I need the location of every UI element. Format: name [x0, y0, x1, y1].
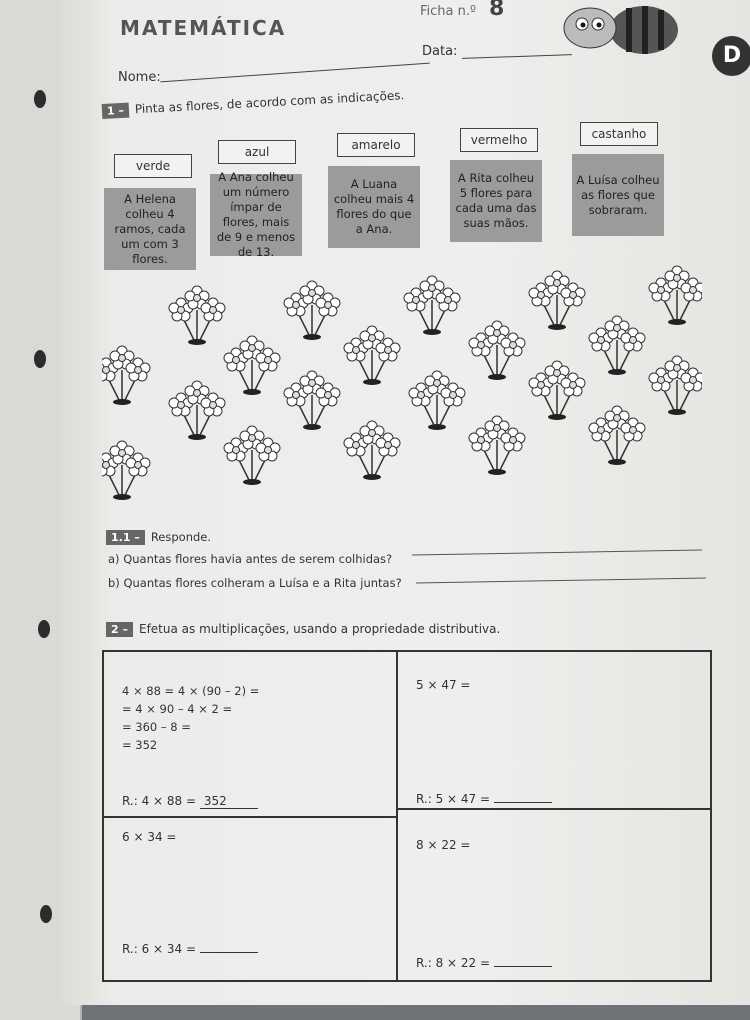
ficha-number: 8 — [489, 0, 505, 21]
exercise-2-heading — [106, 622, 500, 637]
name-label: Nome: — [118, 70, 161, 85]
result-value: 352 — [200, 794, 258, 809]
grid-cell-6x34 — [103, 817, 397, 981]
grid-cell-8x22 — [397, 809, 711, 981]
problem-title: 5 × 47 = — [416, 678, 471, 692]
info-box-luisa: A Luísa colheu as flores que sobraram. — [572, 154, 664, 236]
exercise-1-1-heading — [106, 530, 211, 545]
info-box-luana: A Luana colheu mais 4 flores do que a Ana. — [328, 166, 420, 248]
multiplication-grid — [102, 650, 712, 982]
exercise-badge: 2 – — [106, 622, 133, 637]
result-line — [416, 956, 552, 970]
color-label-amarelo: amarelo — [337, 133, 415, 157]
question-b: b) Quantas flores colheram a Luísa e a Rita juntas? — [108, 576, 402, 590]
date-field[interactable] — [462, 54, 572, 59]
worked-example: 4 × 88 = 4 × (90 – 2) = = 4 × 90 – 4 × 2 = = 360 – 8 = = 352 — [122, 684, 260, 752]
result-line — [122, 794, 258, 809]
result-label: R.: 8 × 22 = — [416, 956, 491, 970]
exercise-badge: 1.1 – — [106, 530, 145, 545]
binder-hole — [34, 90, 46, 108]
subject-title: MATEMÁTICA — [120, 16, 287, 40]
info-box-helena: A Helena colheu 4 ramos, cada um com 3 flores. — [104, 188, 196, 270]
binder-hole — [34, 350, 46, 368]
exercise-2-instruction: Efetua as multiplicações, usando a propriedade distributiva. — [138, 622, 501, 636]
result-line — [122, 942, 258, 956]
question-a: a) Quantas flores havia antes de serem colhidas? — [108, 552, 393, 566]
grid-cell-5x47 — [397, 651, 711, 809]
color-label-vermelho: vermelho — [460, 128, 538, 152]
binder-hole — [40, 905, 52, 923]
exercise-badge: 1 – — [102, 103, 130, 119]
grid-cell-4x88 — [103, 651, 397, 817]
exercise-1-1-title: Responde. — [150, 530, 212, 544]
answer-a-field[interactable] — [412, 549, 702, 555]
result-field[interactable] — [494, 802, 552, 803]
exercise-1-instruction: Pinta as flores, de acordo com as indicações. — [134, 88, 405, 117]
date-label: Data: — [422, 44, 458, 59]
binder-hole — [38, 620, 50, 638]
info-box-rita: A Rita colheu 5 flores para cada uma das suas mãos. — [450, 160, 542, 242]
bee-mascot-icon — [562, 0, 682, 60]
color-label-castanho: castanho — [580, 122, 658, 146]
color-label-azul: azul — [218, 140, 296, 164]
ficha-label: Ficha n.º — [420, 4, 477, 19]
result-label: R.: 6 × 34 = — [122, 942, 197, 956]
result-line — [416, 792, 552, 806]
exercise-1-heading — [102, 88, 405, 119]
result-field[interactable] — [494, 966, 552, 967]
page-corner-icon: D — [712, 36, 750, 76]
color-label-verde: verde — [114, 154, 192, 178]
result-label: R.: 5 × 47 = — [416, 792, 491, 806]
answer-b-field[interactable] — [416, 577, 706, 583]
result-field[interactable] — [200, 952, 258, 953]
problem-title: 8 × 22 = — [416, 838, 471, 852]
info-box-ana: A Ana colheu um número ímpar de flores, mais de 9 e menos de 13. — [210, 174, 302, 256]
result-label: R.: 4 × 88 = — [122, 794, 197, 808]
flower-illustration — [102, 260, 702, 500]
worksheet-page — [62, 0, 750, 1005]
name-field[interactable] — [160, 63, 429, 83]
problem-title: 6 × 34 = — [122, 830, 177, 844]
